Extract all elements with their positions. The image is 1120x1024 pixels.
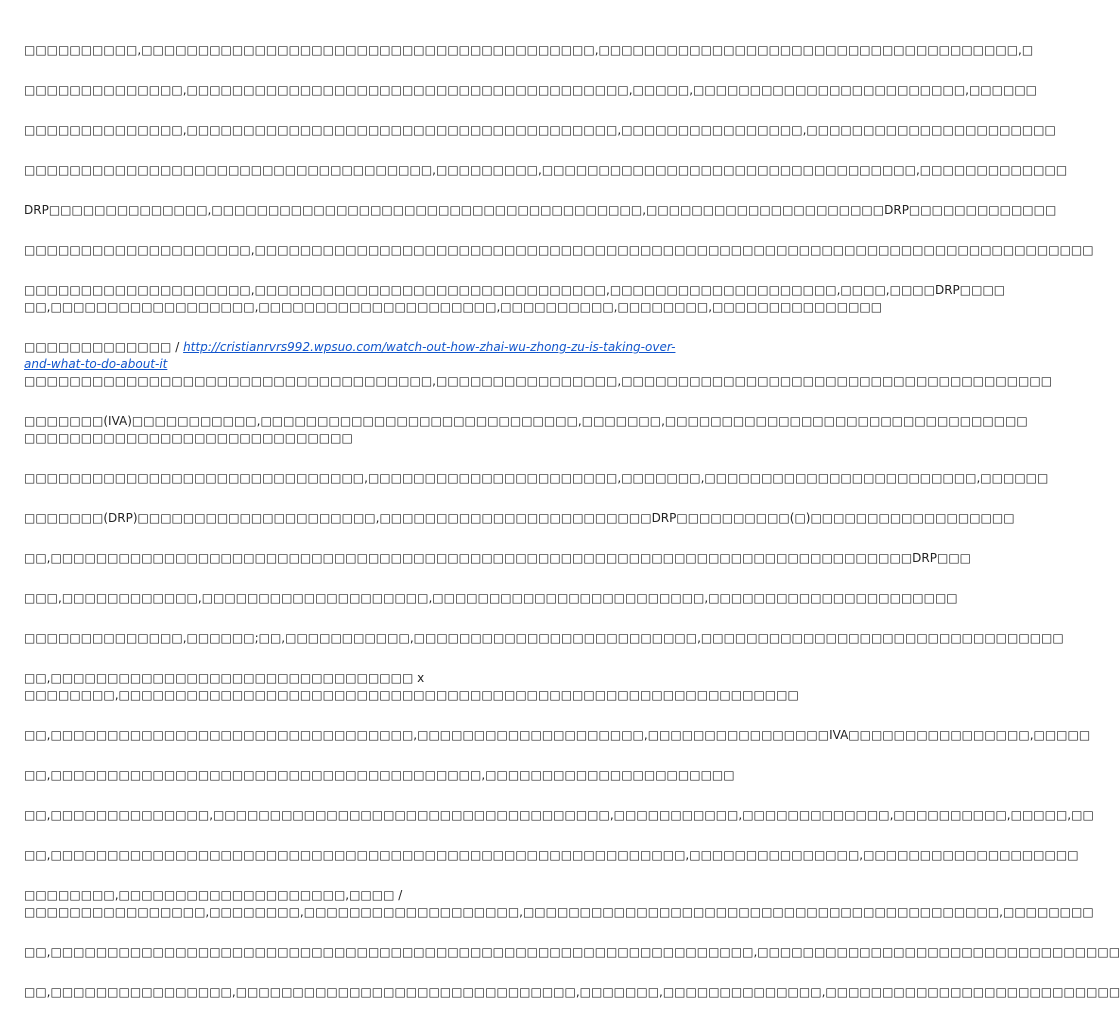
paragraph-16	[24, 727, 1091, 744]
text-line: □□□□□□□(DRP)□□□□□□□□□□□□□□□□□□□□□,□□□□□□□□□□□□□□□□□□□□□□□□DRP□□□□□□□□□□(□)□□□□□□□□□□□□□□□□□□	[24, 511, 1015, 525]
text-line: □□,□□□□□□□□□□□□□□□□□□□□□□□□□□□□□□□□□□□□□□□□□□□□□□□□□□□□□□□□,□□□□□□□□□□□□□□□,□□□□□□□□□□□□□□□□□□□	[24, 848, 1079, 862]
article-link[interactable]: http://cristianrvrs992.wpsuo.com/watch-out-how-zhai-wu-zhong-zu-is-taking-over-and-what-to-do-about-it	[24, 340, 676, 371]
text-line: □□,□□□□□□□□□□□□□□□□,□□□□□□□□□□□□□□□□□□□□□□□□□□□□□□,□□□□□□□,□□□□□□□□□□□□□□,□□□□□□□□□□□□□□□□□□□□□□□□□□	[24, 985, 1120, 999]
text-line: □□□□□□□(IVA)□□□□□□□□□□□,□□□□□□□□□□□□□□□□□□□□□□□□□□□□,□□□□□□□,□□□□□□□□□□□□□□□□□□□□□□□□□□□□□□□□	[24, 414, 1028, 428]
paragraph-13	[24, 590, 958, 607]
text-line: □□□,□□□□□□□□□□□□,□□□□□□□□□□□□□□□□□□□□,□□□□□□□□□□□□□□□□□□□□□□□□,□□□□□□□□□□□□□□□□□□□□□□	[24, 591, 958, 605]
paragraph-10	[24, 470, 1049, 487]
text-line: □□,□□□□□□□□□□□□□□□□□□□□□□□□□□□□□□□□□□□□□□□□□□□□□□□□□□□□□□□□□□□□□□,□□□□□□□□□□□□□□□□□□□□□□□□□□□□□□□□	[24, 945, 1120, 959]
text-line: □□,□□□□□□□□□□□□□□□□□□□□□□□□□□□□□□□□,□□□□□□□□□□□□□□□□□□□□,□□□□□□□□□□□□□□□□IVA□□□□□□□□□□□□□□□□,□□□□□	[24, 728, 1091, 742]
paragraph-5	[24, 202, 1057, 219]
text-line: □□□□□□□□□□□□□□,□□□□□□□□□□□□□□□□□□□□□□□□□□□□□□□□□□□□□□,□□□□□□□□□□□□□□□□,□□□□□□□□□□□□□□□□□□□□□□	[24, 123, 1056, 137]
text-line: □□□□□□□□□□□□□□,□□□□□□□□□□□□□□□□□□□□□□□□□□□□□□□□□□□□□□□,□□□□□,□□□□□□□□□□□□□□□□□□□□□□□□,□□□□□□	[24, 83, 1037, 97]
text-line: □□□□□□□□□□□□□□□□□□□□,□□□□□□□□□□□□□□□□□□□□□□□□□□□□□□□,□□□□□□□□□□□□□□□□□□□□,□□□□,□□□□DRP□□□□	[24, 283, 1006, 297]
paragraph-22	[24, 984, 1120, 1001]
text-line: □□□□□□□□□□□□□□□□□□□□□□□□□□□□□□,□□□□□□□□□□□□□□□□□□□□□□,□□□□□□□,□□□□□□□□□□□□□□□□□□□□□□□□,□□□□□□	[24, 471, 1049, 485]
text-line: □□,□□□□□□□□□□□□□□□□□□□□□□□□□□□□□□□□ x	[24, 671, 425, 685]
text-line: □□□□□□□□□□□□□□□□□□□□□□□□□□□□□	[24, 431, 353, 445]
paragraph-15	[24, 670, 799, 704]
paragraph-19	[24, 847, 1079, 864]
text-line: □□,□□□□□□□□□□□□□□□□□□,□□□□□□□□□□□□□□□□□□□□□,□□□□□□□□□□,□□□□□□□□,□□□□□□□□□□□□□□□	[24, 300, 883, 314]
paragraph-4	[24, 162, 1068, 179]
paragraph-9	[24, 413, 1028, 447]
text-line: □□□□□□□□□□□□□□,□□□□□□;□□,□□□□□□□□□□□,□□□□□□□□□□□□□□□□□□□□□□□□□,□□□□□□□□□□□□□□□□□□□□□□□□□□□□□□□□	[24, 631, 1064, 645]
text-line: □□□□□□□□□□□□□□□□□□□□□□□□□□□□□□□□□□□□,□□□□□□□□□□□□□□□□,□□□□□□□□□□□□□□□□□□□□□□□□□□□□□□□□□□□□□□	[24, 374, 1053, 388]
paragraph-7	[24, 282, 1006, 316]
paragraph-21	[24, 944, 1120, 961]
text-line: □□,□□□□□□□□□□□□□□□□□□□□□□□□□□□□□□□□□□□□□□,□□□□□□□□□□□□□□□□□□□□□□	[24, 768, 735, 782]
paragraph-1	[24, 42, 1034, 59]
paragraph-17	[24, 767, 735, 784]
paragraph-3	[24, 122, 1056, 139]
text-line: DRP□□□□□□□□□□□□□□,□□□□□□□□□□□□□□□□□□□□□□□□□□□□□□□□□□□□□□,□□□□□□□□□□□□□□□□□□□□□DRP□□□□□□□□□□□□□	[24, 203, 1057, 217]
paragraph-14	[24, 630, 1064, 647]
text-line: □□,□□□□□□□□□□□□□□,□□□□□□□□□□□□□□□□□□□□□□□□□□□□□□□□□□□,□□□□□□□□□□□,□□□□□□□□□□□□□,□□□□□□□□□□,□□□□□,□□	[24, 808, 1094, 822]
text-line: □□□□□□□□□□□□□□□□□□□□□□□□□□□□□□□□□□□□,□□□□□□□□□,□□□□□□□□□□□□□□□□□□□□□□□□□□□□□□□□□,□□□□□□□□□□□□□	[24, 163, 1068, 177]
paragraph-11	[24, 510, 1015, 527]
paragraph-18	[24, 807, 1094, 824]
paragraph-8-with-link	[24, 339, 1053, 390]
paragraph-20	[24, 887, 1094, 921]
text-line: □□□□□□□□□□□□□□□□□□□□,□□□□□□□□□□□□□□□□□□□□□□□□□□□□□□□□□□□□□□□□□□□□□□□□□□□□□□□□□□□□□□□□□□□□□□□□□□	[24, 243, 1094, 257]
text-line: □□,□□□□□□□□□□□□□□□□□□□□□□□□□□□□□□□□□□□□□□□□□□□□□□□□□□□□□□□□□□□□□□□□□□□□□□□□□□□□DRP□□□	[24, 551, 971, 565]
text-line: □□□□□□□□□□□□□□□□,□□□□□□□□,□□□□□□□□□□□□□□□□□□□,□□□□□□□□□□□□□□□□□□□□□□□□□□□□□□□□□□□□□□□□□□,□□□□□□□□	[24, 905, 1094, 919]
text-line: □□□□□□□□□□,□□□□□□□□□□□□□□□□□□□□□□□□□□□□□□□□□□□□□□□□,□□□□□□□□□□□□□□□□□□□□□□□□□□□□□□□□□□□□□,□	[24, 43, 1034, 57]
document-body	[24, 42, 1120, 1024]
paragraph-2	[24, 82, 1037, 99]
paragraph-6	[24, 242, 1094, 259]
paragraph-12	[24, 550, 971, 567]
text-line: □□□□□□□□,□□□□□□□□□□□□□□□□□□□□,□□□□ /	[24, 888, 403, 902]
text-line: □□□□□□□□,□□□□□□□□□□□□□□□□□□□□□□□□□□□□□□□□□□□□□□□□□□□□□□□□□□□□□□□□□□□□	[24, 688, 799, 702]
link-prefix: □□□□□□□□□□□□□ /	[24, 340, 184, 354]
